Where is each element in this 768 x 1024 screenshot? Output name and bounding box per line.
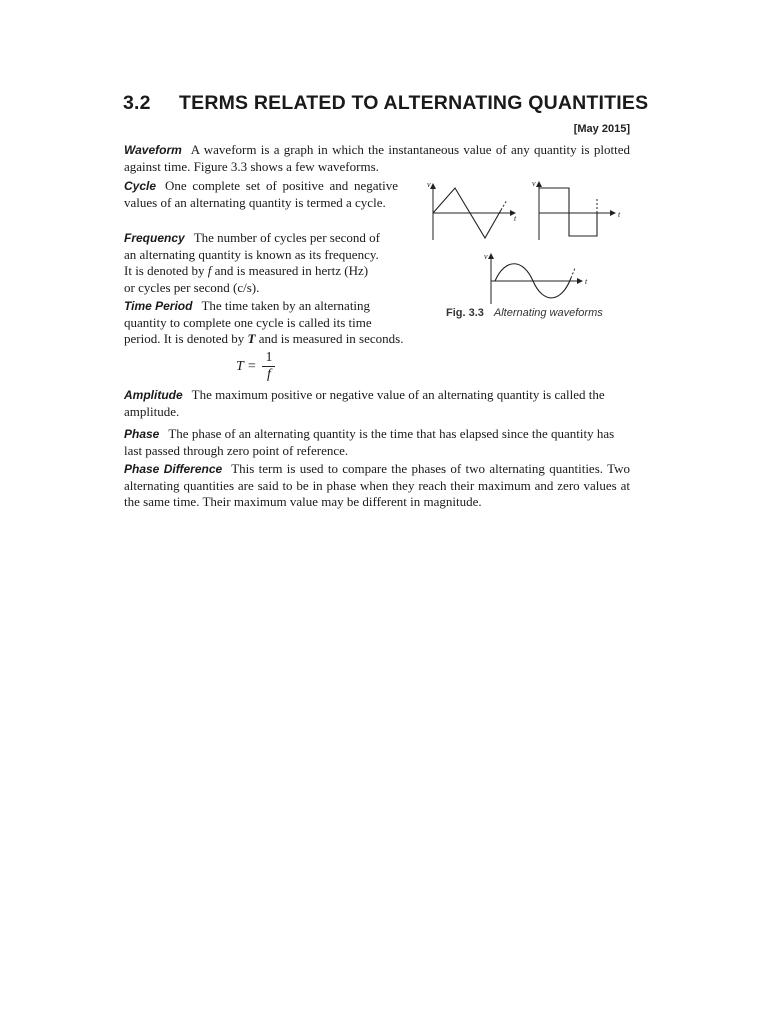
phase-text: The phase of an alternating quantity is the time that has elapsed since the quantity has last passed through zero point of reference. [124, 426, 615, 458]
term-frequency: Frequency [124, 231, 185, 245]
section-title: TERMS RELATED TO ALTERNATING QUANTITIES [179, 92, 649, 114]
frequency-line-3a: It is denoted by [124, 263, 208, 278]
amplitude-paragraph [124, 387, 630, 420]
frequency-symbol: f [207, 263, 212, 278]
exam-date-tag: [May 2015] [573, 123, 630, 135]
phase-paragraph [124, 426, 630, 459]
section-number: 3.2 [123, 92, 151, 114]
phase-difference-text: This term is used to compare the phases of two alternating quantities. Two alternating quantities are said to be in phase when they reach their maximum and zero values at the same time. Their maximum value may be different in magnitude. [124, 461, 630, 509]
sine-waveform [484, 252, 588, 304]
term-amplitude: Amplitude [124, 388, 183, 402]
frequency-paragraph [124, 230, 402, 296]
term-cycle: Cycle [124, 179, 157, 193]
frequency-line-2: an alternating quantity is known as its frequency. [124, 246, 379, 262]
figure-caption [446, 307, 603, 319]
sine-t-label: t [585, 277, 588, 286]
time-period-line-2: quantity to complete one cycle is called its time [124, 314, 372, 330]
frequency-line-1: The number of cycles per second of [193, 230, 380, 245]
waveform-diagrams [425, 176, 635, 311]
waveform-text: A waveform is a graph in which the instantaneous value of any quantity is plotted against time. Figure 3.3 shows a few waveforms. [124, 142, 630, 174]
time-period-symbol: T [247, 331, 256, 346]
time-period-line-1: The time taken by an alternating [201, 298, 371, 313]
frequency-line-4: or cycles per second (c/s). [124, 279, 260, 295]
square-waveform [532, 179, 621, 240]
amplitude-text: The maximum positive or negative value of an alternating quantity is called the amplitude. [124, 387, 605, 419]
waveform-figure [425, 176, 635, 326]
triangular-v-label: v [427, 180, 431, 189]
formula-denominator: f [267, 367, 271, 382]
term-phase-difference: Phase Difference [124, 462, 223, 476]
triangular-wave-dash [501, 200, 507, 210]
sine-wave-dash [571, 268, 575, 278]
waveform-paragraph [124, 142, 630, 175]
figure-number: Fig. 3.3 [446, 307, 484, 319]
square-wave-line [539, 188, 597, 236]
cycle-paragraph [124, 178, 398, 211]
formula-numerator: 1 [262, 350, 275, 367]
term-waveform: Waveform [124, 143, 182, 157]
triangular-waveform [427, 180, 517, 240]
sine-v-label: v [484, 252, 488, 261]
square-v-label: v [532, 179, 536, 188]
period-formula [236, 350, 275, 383]
square-t-label: t [618, 210, 621, 219]
cycle-text: One complete set of positive and negative values of an alternating quantity is termed a cycle. [124, 178, 398, 210]
section-heading [123, 92, 649, 115]
term-phase: Phase [124, 427, 160, 441]
time-period-paragraph [124, 298, 434, 348]
time-period-line-3a: period. It is denoted by [124, 331, 248, 346]
figure-caption-text: Alternating waveforms [493, 307, 603, 319]
time-period-line-3b: and is measured in seconds. [255, 331, 404, 346]
phase-difference-paragraph [124, 461, 630, 511]
frequency-line-3b: and is measured in hertz (Hz) [211, 263, 369, 278]
formula-fraction [262, 350, 275, 383]
formula-lhs: T = [236, 358, 257, 374]
triangular-t-label: t [514, 214, 517, 223]
term-time-period: Time Period [124, 299, 193, 313]
